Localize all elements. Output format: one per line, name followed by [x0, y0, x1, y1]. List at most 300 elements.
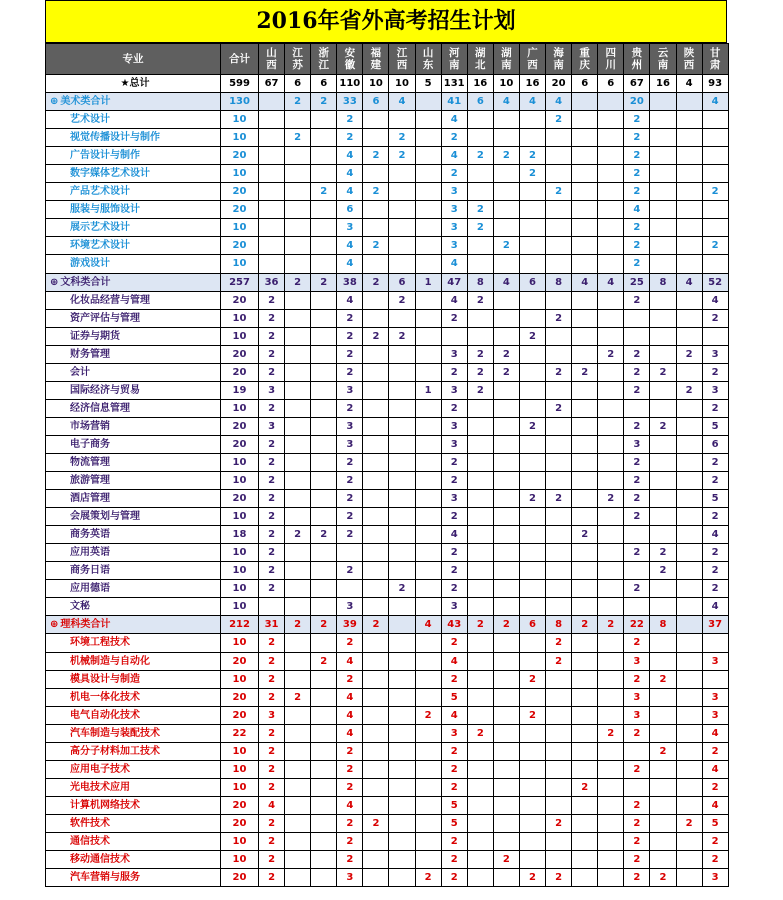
quota-cell — [546, 742, 572, 760]
major-total: 20 — [221, 796, 259, 814]
header-province — [598, 44, 624, 75]
table-row — [46, 832, 729, 850]
category-cell: 4 — [702, 93, 728, 111]
quota-cell — [546, 435, 572, 453]
quota-cell: 2 — [259, 688, 285, 706]
quota-cell — [415, 562, 441, 580]
quota-cell: 4 — [337, 652, 363, 670]
quota-cell — [650, 778, 676, 796]
major-name: 物流管理 — [46, 453, 221, 471]
quota-cell — [572, 796, 598, 814]
major-name: 文秘 — [46, 598, 221, 616]
quota-cell — [493, 526, 519, 544]
quota-cell: 2 — [389, 580, 415, 598]
grand-total-cell: 6 — [598, 75, 624, 93]
quota-cell — [519, 580, 545, 598]
quota-cell: 2 — [441, 760, 467, 778]
quota-cell — [519, 399, 545, 417]
quota-cell — [519, 363, 545, 381]
quota-cell: 3 — [441, 201, 467, 219]
quota-cell: 2 — [337, 778, 363, 796]
quota-cell — [676, 453, 702, 471]
major-total: 10 — [221, 670, 259, 688]
table-row — [46, 129, 729, 147]
quota-cell — [546, 417, 572, 435]
category-cell: 8 — [546, 273, 572, 291]
quota-cell — [598, 237, 624, 255]
quota-cell — [415, 147, 441, 165]
quota-cell: 2 — [259, 508, 285, 526]
quota-cell — [519, 291, 545, 309]
quota-cell — [467, 490, 493, 508]
major-name: 资产评估与管理 — [46, 309, 221, 327]
quota-cell — [650, 201, 676, 219]
quota-cell — [546, 472, 572, 490]
quota-cell — [285, 453, 311, 471]
quota-cell — [415, 814, 441, 832]
quota-cell — [467, 562, 493, 580]
quota-cell: 2 — [259, 670, 285, 688]
major-total: 20 — [221, 688, 259, 706]
major-name: 机电一体化技术 — [46, 688, 221, 706]
quota-cell: 2 — [259, 634, 285, 652]
quota-cell: 2 — [259, 453, 285, 471]
quota-cell — [702, 165, 728, 183]
table-row — [46, 598, 729, 616]
major-total: 20 — [221, 869, 259, 887]
quota-cell — [493, 742, 519, 760]
quota-cell — [546, 796, 572, 814]
quota-cell: 2 — [441, 453, 467, 471]
quota-cell — [493, 381, 519, 399]
quota-cell — [285, 399, 311, 417]
category-label-cell[interactable] — [46, 616, 221, 634]
quota-cell: 2 — [259, 327, 285, 345]
quota-cell: 2 — [702, 309, 728, 327]
category-cell: 8 — [650, 273, 676, 291]
quota-cell: 2 — [702, 580, 728, 598]
quota-cell: 2 — [259, 562, 285, 580]
quota-cell — [519, 760, 545, 778]
quota-cell — [311, 435, 337, 453]
quota-cell — [493, 814, 519, 832]
quota-cell: 2 — [624, 832, 650, 850]
quota-cell: 2 — [441, 165, 467, 183]
quota-cell — [519, 345, 545, 363]
quota-cell: 2 — [493, 363, 519, 381]
quota-cell — [285, 562, 311, 580]
quota-cell: 4 — [441, 526, 467, 544]
quota-cell — [415, 237, 441, 255]
quota-cell — [311, 255, 337, 273]
grand-total-cell: 10 — [493, 75, 519, 93]
quota-cell — [389, 309, 415, 327]
quota-cell — [389, 381, 415, 399]
major-total: 10 — [221, 580, 259, 598]
province-label: 湖北 — [475, 47, 486, 71]
quota-cell: 4 — [337, 706, 363, 724]
quota-cell — [546, 724, 572, 742]
quota-cell — [493, 544, 519, 562]
quota-cell — [259, 147, 285, 165]
category-label-cell[interactable] — [46, 93, 221, 111]
category-cell: 8 — [546, 616, 572, 634]
quota-cell: 2 — [337, 129, 363, 147]
quota-cell: 3 — [624, 435, 650, 453]
quota-cell — [598, 851, 624, 869]
quota-cell — [285, 796, 311, 814]
expand-toggle-icon[interactable]: ⊕ — [50, 276, 59, 288]
quota-cell — [598, 526, 624, 544]
quota-cell: 2 — [624, 255, 650, 273]
quota-cell: 4 — [441, 111, 467, 129]
quota-cell — [415, 598, 441, 616]
quota-cell — [467, 508, 493, 526]
quota-cell — [702, 129, 728, 147]
quota-cell — [650, 832, 676, 850]
quota-cell — [363, 219, 389, 237]
table-row — [46, 399, 729, 417]
quota-cell — [363, 472, 389, 490]
table-row — [46, 562, 729, 580]
quota-cell: 2 — [650, 742, 676, 760]
quota-cell — [702, 255, 728, 273]
quota-cell — [467, 399, 493, 417]
category-cell: 41 — [441, 93, 467, 111]
quota-cell — [389, 435, 415, 453]
quota-cell — [598, 417, 624, 435]
quota-cell — [650, 508, 676, 526]
quota-cell: 2 — [441, 544, 467, 562]
quota-cell: 2 — [337, 345, 363, 363]
category-cell: 2 — [311, 616, 337, 634]
quota-cell — [363, 490, 389, 508]
quota-cell: 3 — [702, 381, 728, 399]
quota-cell — [389, 760, 415, 778]
major-name: 酒店管理 — [46, 490, 221, 508]
table-row — [46, 219, 729, 237]
quota-cell — [546, 562, 572, 580]
header-province — [285, 44, 311, 75]
table-row — [46, 652, 729, 670]
quota-cell: 4 — [702, 291, 728, 309]
quota-cell — [467, 129, 493, 147]
quota-cell: 2 — [624, 544, 650, 562]
header-province — [389, 44, 415, 75]
quota-cell — [415, 634, 441, 652]
quota-cell — [624, 562, 650, 580]
major-name: 服装与服饰设计 — [46, 201, 221, 219]
quota-cell — [598, 327, 624, 345]
quota-cell: 2 — [285, 526, 311, 544]
quota-cell — [624, 778, 650, 796]
quota-cell: 2 — [624, 580, 650, 598]
quota-cell — [415, 255, 441, 273]
quota-cell — [285, 652, 311, 670]
quota-cell — [572, 291, 598, 309]
quota-cell — [650, 652, 676, 670]
quota-cell: 2 — [415, 869, 441, 887]
table-body — [46, 44, 729, 887]
quota-cell — [650, 796, 676, 814]
category-cell — [415, 93, 441, 111]
quota-cell: 2 — [519, 165, 545, 183]
expand-toggle-icon[interactable]: ⊕ — [50, 96, 59, 108]
province-label: 山西 — [266, 47, 277, 71]
province-label: 甘肃 — [709, 47, 721, 71]
quota-cell — [493, 796, 519, 814]
quota-cell: 2 — [441, 129, 467, 147]
quota-cell — [415, 832, 441, 850]
quota-cell — [676, 544, 702, 562]
quota-cell — [415, 453, 441, 471]
quota-cell — [624, 526, 650, 544]
quota-cell: 4 — [624, 201, 650, 219]
quota-cell — [259, 219, 285, 237]
quota-cell: 2 — [441, 634, 467, 652]
quota-cell — [311, 490, 337, 508]
major-name: 市场营销 — [46, 417, 221, 435]
table-row — [46, 869, 729, 887]
quota-cell — [650, 851, 676, 869]
quota-cell — [598, 796, 624, 814]
major-total: 10 — [221, 309, 259, 327]
category-cell: 2 — [467, 616, 493, 634]
quota-cell — [676, 111, 702, 129]
category-cell: 37 — [702, 616, 728, 634]
quota-cell — [311, 165, 337, 183]
category-row-sci[interactable] — [46, 616, 729, 634]
quota-cell — [415, 652, 441, 670]
table-row — [46, 760, 729, 778]
quota-cell: 2 — [519, 327, 545, 345]
quota-cell — [519, 472, 545, 490]
quota-cell: 2 — [702, 742, 728, 760]
quota-cell: 3 — [441, 724, 467, 742]
quota-cell: 2 — [624, 814, 650, 832]
major-name: 财务管理 — [46, 345, 221, 363]
major-total: 10 — [221, 453, 259, 471]
header-province — [493, 44, 519, 75]
category-cell: 2 — [598, 616, 624, 634]
quota-cell — [676, 147, 702, 165]
major-name: 电子商务 — [46, 435, 221, 453]
quota-cell — [311, 453, 337, 471]
quota-cell: 4 — [337, 237, 363, 255]
quota-cell: 2 — [259, 724, 285, 742]
quota-cell — [598, 562, 624, 580]
quota-cell — [546, 580, 572, 598]
quota-cell — [493, 472, 519, 490]
quota-cell — [285, 508, 311, 526]
quota-cell — [389, 544, 415, 562]
category-label-cell[interactable] — [46, 273, 221, 291]
quota-cell: 2 — [259, 526, 285, 544]
quota-cell — [572, 814, 598, 832]
quota-cell: 2 — [259, 832, 285, 850]
quota-cell — [676, 201, 702, 219]
quota-cell — [389, 869, 415, 887]
quota-cell — [493, 165, 519, 183]
quota-cell: 2 — [259, 869, 285, 887]
major-total: 10 — [221, 165, 259, 183]
quota-cell: 2 — [337, 111, 363, 129]
major-total: 20 — [221, 417, 259, 435]
major-total: 10 — [221, 327, 259, 345]
quota-cell — [572, 183, 598, 201]
quota-cell — [493, 652, 519, 670]
quota-cell — [337, 544, 363, 562]
quota-cell: 2 — [363, 814, 389, 832]
header-province — [702, 44, 728, 75]
quota-cell: 3 — [702, 869, 728, 887]
quota-cell — [598, 869, 624, 887]
major-total: 18 — [221, 526, 259, 544]
category-cell: 36 — [259, 273, 285, 291]
quota-cell — [519, 544, 545, 562]
quota-cell — [676, 652, 702, 670]
quota-cell — [519, 562, 545, 580]
quota-cell — [441, 327, 467, 345]
table-row — [46, 237, 729, 255]
category-row-art[interactable] — [46, 93, 729, 111]
quota-cell — [650, 327, 676, 345]
quota-cell — [493, 688, 519, 706]
header-province — [676, 44, 702, 75]
quota-cell: 2 — [337, 508, 363, 526]
province-label: 江苏 — [292, 47, 303, 71]
quota-cell: 4 — [441, 291, 467, 309]
quota-cell — [598, 165, 624, 183]
quota-cell — [363, 724, 389, 742]
quota-cell — [467, 760, 493, 778]
quota-cell — [363, 363, 389, 381]
quota-cell: 2 — [624, 147, 650, 165]
quota-cell — [285, 760, 311, 778]
grand-total-row — [46, 75, 729, 93]
quota-cell — [676, 526, 702, 544]
quota-cell — [676, 851, 702, 869]
quota-cell — [363, 598, 389, 616]
quota-cell: 2 — [311, 183, 337, 201]
quota-cell — [493, 453, 519, 471]
grand-total-cell: 16 — [467, 75, 493, 93]
table-row — [46, 435, 729, 453]
quota-cell: 2 — [441, 472, 467, 490]
quota-cell: 2 — [546, 183, 572, 201]
quota-cell — [650, 183, 676, 201]
quota-cell: 2 — [519, 670, 545, 688]
grand-total-cell: 67 — [624, 75, 650, 93]
quota-cell — [493, 869, 519, 887]
major-name: 通信技术 — [46, 832, 221, 850]
quota-cell: 2 — [624, 111, 650, 129]
grand-total-cell: 4 — [676, 75, 702, 93]
quota-cell — [572, 580, 598, 598]
major-total: 10 — [221, 129, 259, 147]
major-name: 环境艺术设计 — [46, 237, 221, 255]
quota-cell — [467, 796, 493, 814]
table-row — [46, 670, 729, 688]
quota-cell — [259, 129, 285, 147]
major-total: 20 — [221, 291, 259, 309]
grand-total-cell: 16 — [519, 75, 545, 93]
quota-cell — [598, 381, 624, 399]
quota-cell — [572, 399, 598, 417]
major-total: 20 — [221, 706, 259, 724]
quota-cell — [676, 796, 702, 814]
major-name: 游戏设计 — [46, 255, 221, 273]
quota-cell: 4 — [441, 255, 467, 273]
table-row — [46, 851, 729, 869]
quota-cell: 2 — [624, 869, 650, 887]
quota-cell — [572, 598, 598, 616]
category-cell: 2 — [311, 273, 337, 291]
grand-total-cell: 6 — [285, 75, 311, 93]
category-cell: 8 — [650, 616, 676, 634]
quota-cell — [415, 219, 441, 237]
quota-cell — [467, 327, 493, 345]
quota-cell: 2 — [676, 345, 702, 363]
quota-cell: 2 — [702, 778, 728, 796]
quota-cell — [519, 814, 545, 832]
quota-cell: 2 — [702, 544, 728, 562]
major-name: 会展策划与管理 — [46, 508, 221, 526]
major-name: 移动通信技术 — [46, 851, 221, 869]
quota-cell — [311, 508, 337, 526]
quota-cell — [546, 760, 572, 778]
quota-cell — [546, 598, 572, 616]
quota-cell — [493, 670, 519, 688]
province-label: 重庆 — [579, 47, 590, 71]
expand-toggle-icon[interactable]: ⊕ — [50, 619, 59, 631]
grand-total-cell: 93 — [702, 75, 728, 93]
quota-cell — [572, 453, 598, 471]
header-province — [650, 44, 676, 75]
category-label: 文科类合计 — [60, 276, 111, 288]
quota-cell — [363, 580, 389, 598]
quota-cell — [676, 435, 702, 453]
quota-cell: 2 — [546, 814, 572, 832]
quota-cell: 2 — [624, 851, 650, 869]
quota-cell: 2 — [467, 201, 493, 219]
quota-cell — [363, 526, 389, 544]
quota-cell — [546, 544, 572, 562]
quota-cell — [467, 688, 493, 706]
quota-cell: 2 — [624, 183, 650, 201]
quota-cell — [572, 309, 598, 327]
quota-cell — [676, 598, 702, 616]
quota-cell — [467, 165, 493, 183]
quota-cell — [259, 183, 285, 201]
quota-cell: 2 — [337, 526, 363, 544]
category-row-arts[interactable] — [46, 273, 729, 291]
quota-cell: 2 — [337, 399, 363, 417]
quota-cell: 2 — [572, 526, 598, 544]
header-province — [259, 44, 285, 75]
major-total: 10 — [221, 851, 259, 869]
category-cell: 4 — [519, 93, 545, 111]
quota-cell — [650, 724, 676, 742]
quota-cell: 2 — [259, 742, 285, 760]
quota-cell — [493, 706, 519, 724]
quota-cell — [493, 399, 519, 417]
quota-cell: 4 — [441, 652, 467, 670]
quota-cell — [415, 183, 441, 201]
grand-total-cell: 5 — [415, 75, 441, 93]
quota-cell — [389, 255, 415, 273]
major-name: 旅游管理 — [46, 472, 221, 490]
